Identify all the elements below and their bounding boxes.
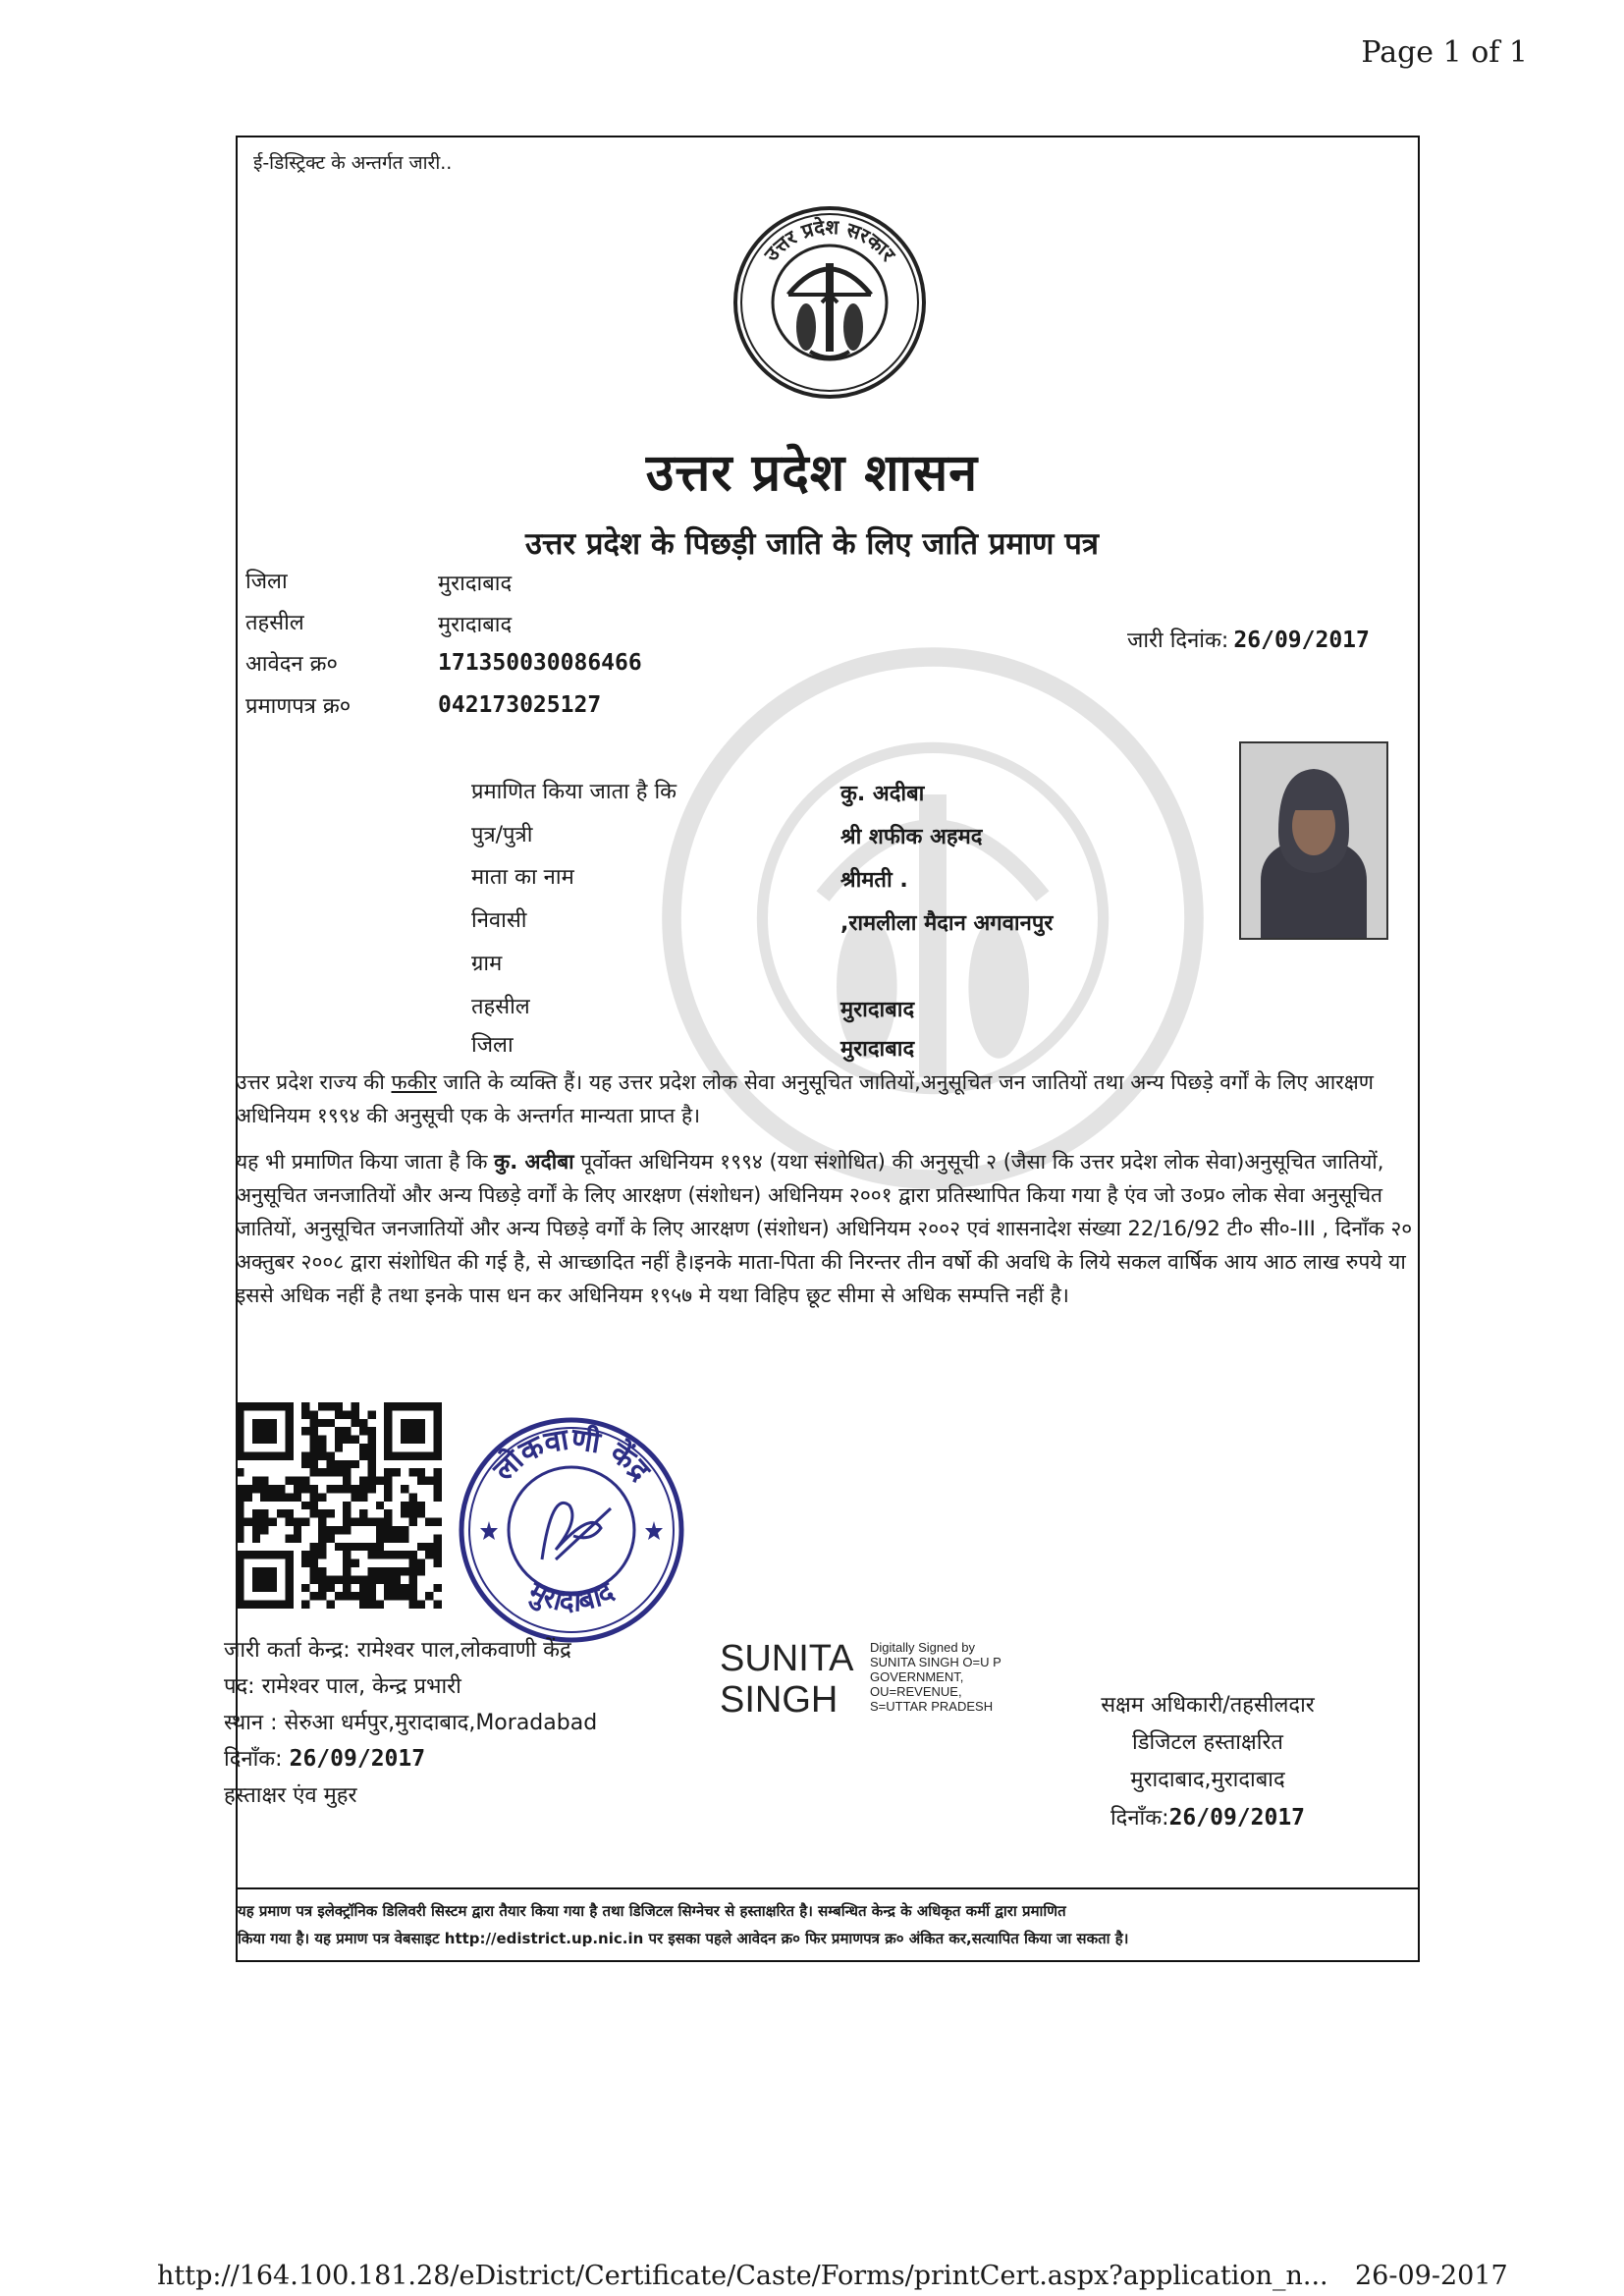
- digital-signature: [720, 1638, 854, 1721]
- certificate-number-label: प्रमाणपत्र क्र०: [245, 694, 352, 719]
- svg-text:मुरादाबाद: [522, 1574, 621, 1617]
- signature-detail-line: S=UTTAR PRADESH: [870, 1699, 994, 1714]
- income-paragraph: [236, 1145, 1414, 1312]
- signer-first-name: SUNITA: [720, 1638, 854, 1679]
- svg-text:लोकवाणी केंद्र: [485, 1421, 657, 1489]
- resident-value: ,रामलीला मैदान अगवानपुर: [840, 911, 1054, 936]
- print-date: 26-09-2017: [1355, 2261, 1508, 2291]
- district-value: मुरादाबाद: [438, 572, 513, 596]
- certified-label: प्रमाणित किया जाता है कि: [471, 780, 677, 804]
- certified-name-value: कु. अदीबा: [840, 782, 925, 806]
- digital-signature-details: [870, 1640, 1001, 1714]
- signature-detail-line: OU=REVENUE,: [870, 1684, 962, 1699]
- qr-code: [236, 1402, 442, 1609]
- mother-name-label: माता का नाम: [471, 865, 574, 890]
- seal-signature-scribble: [542, 1503, 611, 1559]
- page-number: Page 1 of 1: [1361, 35, 1528, 70]
- footer-divider: [236, 1887, 1420, 1889]
- issuing-post-line: पद: रामेश्वर पाल, केन्द्र प्रभारी: [224, 1674, 461, 1699]
- up-government-emblem-icon: [731, 204, 928, 401]
- footer-note-line: किया गया है। यह प्रमाण पत्र वेबसाइट http://edistrict.up.nic.in पर इसका पहले आवेदन क्र० फिर प्रमाणपत्र क्र० अंकित कर,सत्यापित किया जा सकता है।: [238, 1930, 1129, 1947]
- signature-detail-line: GOVERNMENT,: [870, 1669, 964, 1684]
- authority-digital-signed: डिजिटल हस्ताक्षरित: [1132, 1730, 1283, 1755]
- person-district-value: मुरादाबाद: [840, 1037, 915, 1062]
- para1-text-end: जाति के व्यक्ति हैं। यह उत्तर प्रदेश लोक सेवा अनुसूचित जातियों,अनुसूचित जन जातियों तथा अन्य पिछड़े वर्गों के लिए आरक्षण अधिनियम १९९४ की अनुसूची एक के अन्तर्गत मान्यता प्राप्त है।: [236, 1070, 1374, 1127]
- emblem-text: उत्तर प्रदेश सरकार: [759, 214, 900, 266]
- issuing-centre-block: [224, 1632, 597, 1814]
- authority-date-label: दिनाँक:: [1110, 1806, 1169, 1831]
- district-label: जिला: [245, 570, 288, 594]
- footer-note: [238, 1897, 1416, 1952]
- caste-paragraph: [236, 1066, 1414, 1132]
- para2-text-end: पूर्वोक्त अधिनियम १९९४ (यथा संशोधित) की अनुसूची २ (जैसा कि उत्तर प्रदेश लोक सेवा)अनुसूचित जातियों, अनुसूचित जनजातियों और अन्य पिछड़े वर्गों के लिए आरक्षण (संशोधन) अधिनियम २००१ द्वारा प्रतिस्थापित किया गया है एंव जो उ०प्र० लोक सेवा अनुसूचित जातियों, अनुसूचित जनजातियों और अन्य पिछड़े वर्गों के लिए आरक्षण (संशोधन) अधिनियम २००२ एवं शासनादेश संख्या 22/16/92 टी० सी०-III , दिनाँक २० अक्तुबर २००८ द्वारा संशोधित की गई है, से आच्छादित नहीं है।इनके माता-पिता की निरन्तर तीन वर्षो की अवधि के लिये सकल वार्षिक आय आठ लाख रुपये या इससे अधिक नहीं है तथा इनके पास धन कर अधिनियम १९५७ मे यथा विहिप छूट सीमा से अधिक सम्पत्ति नहीं है।: [236, 1150, 1413, 1307]
- caste-name: फकीर: [391, 1070, 437, 1094]
- authority-date-value: 26/09/2017: [1168, 1805, 1306, 1831]
- issue-date-label: जारी दिनांक:: [1127, 629, 1229, 653]
- applicant-photo-image: [1241, 743, 1386, 938]
- signature-detail-line: Digitally Signed by: [870, 1640, 975, 1655]
- tehsil-label: तहसील: [245, 611, 304, 635]
- father-name-value: श्री शफीक अहमद: [840, 825, 983, 849]
- authority-date-row: [1062, 1799, 1353, 1837]
- government-title: उत्तर प्रदेश शासन: [645, 443, 979, 503]
- issue-date-value: 26/09/2017: [1233, 628, 1370, 653]
- lokvani-kendra-seal: [454, 1412, 689, 1648]
- centre-signature-label: हस्ताक्षर एंव मुहर: [224, 1783, 357, 1808]
- person-district-label: जिला: [471, 1033, 514, 1058]
- mother-name-value: श्रीमती .: [840, 868, 908, 893]
- person-tehsil-label: तहसील: [471, 995, 530, 1019]
- seal-bottom-text: मुरादाबाद: [523, 1574, 620, 1618]
- footer-note-line: यह प्रमाण पत्र इलेक्ट्रॉनिक डिलिवरी सिस्टम द्वारा तैयार किया गया है तथा डिजिटल सिग्नेचर से हस्ताक्षरित है। सम्बन्धित केन्द्र के अधिकृत कर्मी द्वारा प्रमाणित: [238, 1902, 1066, 1920]
- tehsil-value: मुरादाबाद: [438, 613, 513, 637]
- issued-under-text: ई-डिस्ट्रिक्ट के अन्तर्गत जारी..: [253, 152, 453, 174]
- applicant-photo: [1239, 741, 1388, 940]
- authority-block: [1062, 1687, 1353, 1837]
- centre-date-row: [224, 1741, 597, 1777]
- para2-person-name: कु. अदीबा: [494, 1150, 574, 1174]
- seal-top-text: लोकवाणी केंद्र: [486, 1422, 657, 1488]
- centre-date-label: दिनाँक:: [224, 1747, 283, 1772]
- person-tehsil-value: मुरादाबाद: [840, 998, 915, 1022]
- son-daughter-label: पुत्र/पुत्री: [471, 823, 533, 847]
- para2-text-start: यह भी प्रमाणित किया जाता है कि: [236, 1150, 495, 1174]
- authority-title: सक्षम अधिकारी/तहसीलदार: [1101, 1693, 1315, 1718]
- village-label: ग्राम: [471, 952, 503, 976]
- application-number-value: 171350030086466: [438, 650, 642, 676]
- centre-date-value: 26/09/2017: [289, 1746, 426, 1772]
- signature-detail-line: SUNITA SINGH O=U P: [870, 1655, 1001, 1669]
- certificate-title: उत्तर प्रदेश के पिछड़ी जाति के लिए जाति प्रमाण पत्र: [525, 526, 1099, 562]
- issue-date-row: [1127, 625, 1370, 654]
- issuing-centre-line: जारी कर्ता केन्द्र: रामेश्वर पाल,लोकवाणी केंद्र: [224, 1638, 571, 1663]
- application-number-label: आवेदन क्र०: [245, 652, 338, 677]
- issuing-place-line: स्थान : सेरुआ धर्मपुर,मुरादाबाद,Moradabad: [224, 1711, 598, 1735]
- certificate-number-value: 042173025127: [438, 692, 602, 718]
- para1-text-start: उत्तर प्रदेश राज्य की: [236, 1070, 392, 1094]
- resident-label: निवासी: [471, 908, 527, 933]
- print-url: http://164.100.181.28/eDistrict/Certificate/Caste/Forms/printCert.aspx?application_n...: [157, 2261, 1328, 2291]
- authority-location: मुरादाबाद,मुरादाबाद: [1130, 1768, 1285, 1792]
- signer-last-name: SINGH: [720, 1679, 839, 1721]
